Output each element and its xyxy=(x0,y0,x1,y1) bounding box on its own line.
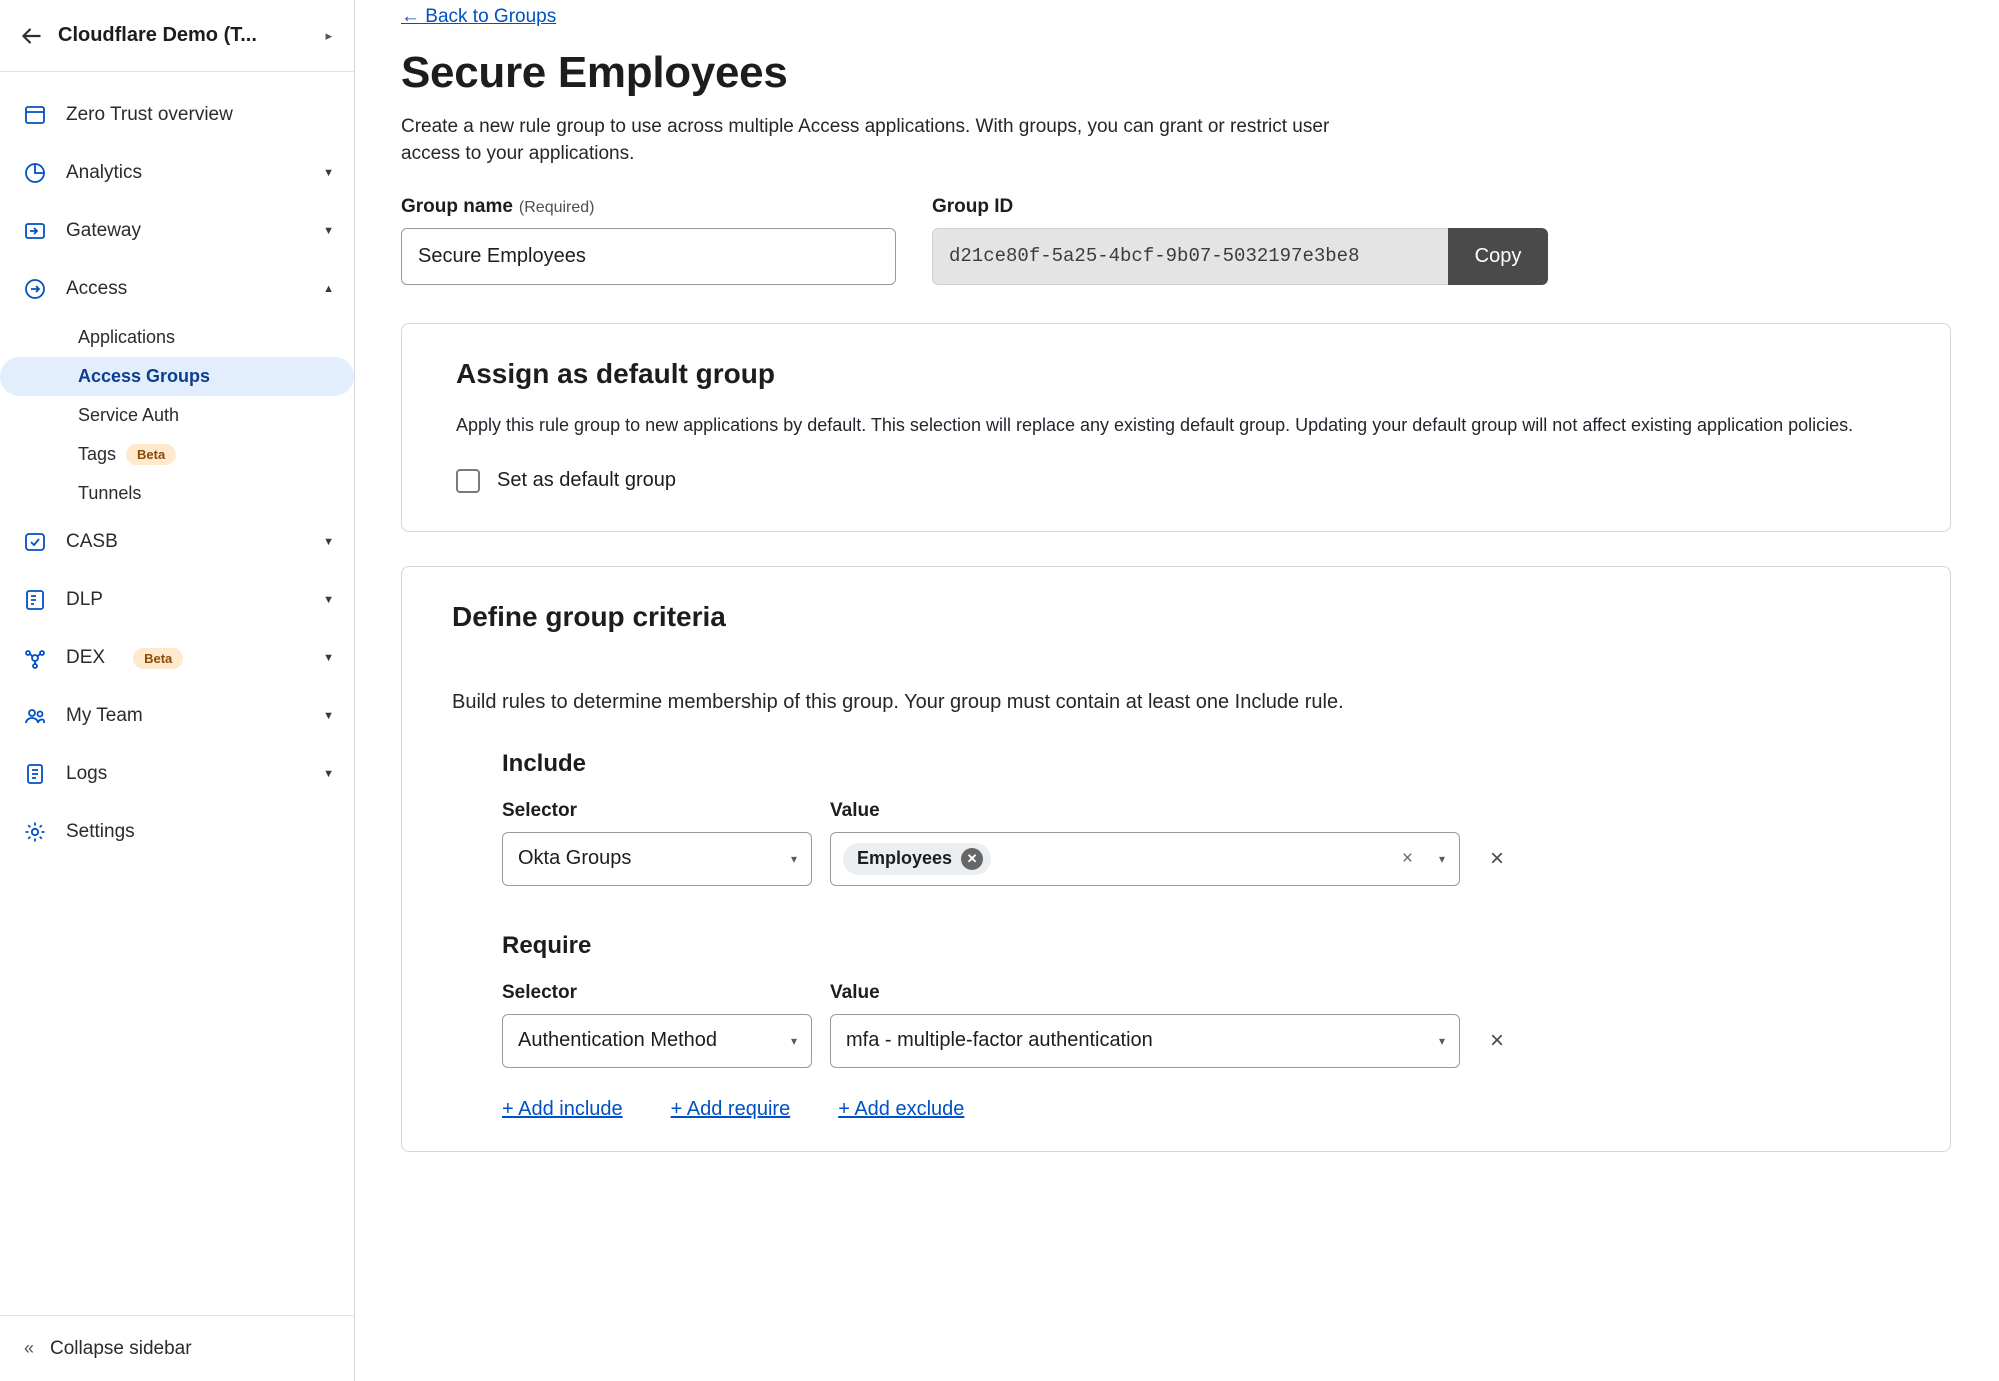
require-selector-value: Authentication Method xyxy=(518,1029,718,1052)
group-id-field-group xyxy=(932,196,1548,285)
chevron-up-icon[interactable]: ▲ xyxy=(323,283,334,295)
sidebar-item-access-groups[interactable] xyxy=(0,357,354,396)
assign-default-group-title: Assign as default group xyxy=(456,357,775,389)
include-section-heading: Include xyxy=(502,749,587,777)
sidebar-item-label: Gateway xyxy=(66,220,141,241)
add-include-link[interactable]: + Add include xyxy=(502,1097,623,1120)
sidebar-item-label: Access xyxy=(66,278,128,299)
group-id-label: Group ID xyxy=(932,195,1014,217)
chip-remove-icon[interactable]: ✕ xyxy=(961,848,983,870)
require-value-text: mfa - multiple-factor authentication xyxy=(846,1029,1153,1052)
sidebar-item-label: DEX xyxy=(66,647,106,668)
beta-badge: Beta xyxy=(133,648,183,669)
define-group-criteria-title: Define group criteria xyxy=(452,600,726,632)
require-selector-dropdown[interactable] xyxy=(502,1014,812,1068)
remove-require-rule-button[interactable]: × xyxy=(1490,1026,1505,1054)
include-selector-dropdown[interactable] xyxy=(502,832,812,886)
sidebar-subitem-label: Access Groups xyxy=(78,366,211,386)
group-id-value: d21ce80f-5a25-4bcf-9b07-5032197e3be8 xyxy=(932,228,1448,285)
sidebar-item-analytics[interactable] xyxy=(0,144,354,202)
back-to-groups-link[interactable]: ← Back to Groups xyxy=(401,6,557,27)
define-group-criteria-description: Build rules to determine membership of this group. Your group must contain at least one Include rule. xyxy=(452,690,1344,713)
chevron-down-icon[interactable]: ▼ xyxy=(323,536,334,548)
sidebar-item-logs[interactable] xyxy=(0,745,354,803)
sidebar-item-label: Analytics xyxy=(66,162,143,183)
copy-group-id-button[interactable]: Copy xyxy=(1448,228,1548,285)
sidebar-item-access[interactable] xyxy=(0,260,354,318)
sidebar-subitem-label: Tags xyxy=(78,444,117,464)
group-name-required-hint: (Required) xyxy=(518,198,595,216)
collapse-sidebar-label: Collapse sidebar xyxy=(50,1337,192,1359)
chevron-down-icon: ▾ xyxy=(1438,851,1445,866)
pie-chart-icon xyxy=(22,160,48,186)
collapse-sidebar-button[interactable] xyxy=(0,1315,354,1381)
set-default-group-label: Set as default group xyxy=(497,469,677,492)
sidebar-subitem-label: Applications xyxy=(78,327,176,347)
window-icon xyxy=(22,102,48,128)
sidebar-subitem-label: Service Auth xyxy=(78,405,180,425)
sidebar-item-label: Zero Trust overview xyxy=(66,104,233,125)
require-selector-col xyxy=(452,982,812,1068)
logs-icon xyxy=(22,761,48,787)
chevron-down-icon: ▾ xyxy=(790,1033,797,1048)
main-content xyxy=(355,0,1999,1381)
sidebar-item-gateway[interactable] xyxy=(0,202,354,260)
sidebar-nav xyxy=(0,72,354,861)
clear-value-icon[interactable]: × xyxy=(1401,847,1413,869)
chevron-double-left-icon: « xyxy=(24,1338,35,1358)
require-rule-row xyxy=(452,982,1900,1068)
include-value-chip[interactable] xyxy=(843,843,991,875)
require-selector-label: Selector xyxy=(502,981,577,1003)
group-id-row xyxy=(932,228,1548,285)
beta-badge: Beta xyxy=(126,444,176,465)
add-exclude-link[interactable]: + Add exclude xyxy=(838,1097,965,1120)
chevron-down-icon[interactable]: ▼ xyxy=(323,710,334,722)
define-group-criteria-card xyxy=(401,566,1951,1152)
assign-default-group-card xyxy=(401,323,1951,532)
include-value-col xyxy=(830,800,1460,886)
group-name-label-text: Group name xyxy=(401,195,513,217)
include-selector-label: Selector xyxy=(502,799,577,821)
chevron-right-icon[interactable]: ▸ xyxy=(325,27,332,43)
gear-icon xyxy=(22,819,48,845)
sidebar-item-applications[interactable] xyxy=(0,318,354,357)
assign-default-group-description: Apply this rule group to new applications by default. This selection will replace any existing default group. Updating your default group will not affect existing application policies. xyxy=(456,414,1854,435)
include-value-chip-label: Employees xyxy=(857,848,953,869)
group-name-input[interactable] xyxy=(401,228,896,285)
sidebar-subitem-label: Tunnels xyxy=(78,483,142,503)
chevron-down-icon[interactable]: ▼ xyxy=(323,225,334,237)
access-icon xyxy=(22,276,48,302)
chevron-down-icon[interactable]: ▼ xyxy=(323,768,334,780)
require-section-heading: Require xyxy=(502,931,592,959)
dex-icon xyxy=(22,645,48,671)
casb-icon xyxy=(22,529,48,555)
sidebar-item-tunnels[interactable] xyxy=(0,474,354,513)
dlp-icon xyxy=(22,587,48,613)
group-name-field-group xyxy=(401,196,896,285)
group-name-label xyxy=(401,196,896,218)
chevron-down-icon: ▾ xyxy=(1438,1033,1445,1048)
add-rule-links xyxy=(452,1098,1900,1121)
sidebar-item-casb[interactable] xyxy=(0,513,354,571)
chevron-down-icon[interactable]: ▼ xyxy=(323,594,334,606)
include-value-label: Value xyxy=(830,799,880,821)
set-default-group-row[interactable] xyxy=(456,469,1896,493)
chevron-down-icon: ▾ xyxy=(790,851,797,866)
sidebar-item-label: My Team xyxy=(66,705,143,726)
require-value-col xyxy=(830,982,1460,1068)
group-identity-row xyxy=(401,196,1951,285)
set-default-group-checkbox[interactable] xyxy=(456,469,480,493)
sidebar-item-my-team[interactable] xyxy=(0,687,354,745)
page-description: Create a new rule group to use across multiple Access applications. With groups, you can grant or restrict user access to your applications. xyxy=(401,116,1330,164)
sidebar-item-label: Logs xyxy=(66,763,108,784)
gateway-icon xyxy=(22,218,48,244)
sidebar-item-dex[interactable] xyxy=(0,629,354,687)
add-require-link[interactable]: + Add require xyxy=(670,1097,791,1120)
sidebar-header xyxy=(0,0,354,72)
sidebar-item-zero-trust-overview[interactable] xyxy=(0,86,354,144)
include-value-dropdown[interactable] xyxy=(830,832,1460,886)
back-arrow-icon[interactable] xyxy=(18,23,44,49)
sidebar-item-dlp[interactable] xyxy=(0,571,354,629)
team-icon xyxy=(22,703,48,729)
sidebar-item-tags[interactable] xyxy=(0,435,354,474)
require-value-dropdown[interactable] xyxy=(830,1014,1460,1068)
require-value-label: Value xyxy=(830,981,880,1003)
chevron-down-icon[interactable]: ▼ xyxy=(323,652,334,664)
include-selector-col xyxy=(452,800,812,886)
include-rule-row xyxy=(452,800,1900,886)
chevron-down-icon[interactable]: ▼ xyxy=(323,167,334,179)
sidebar-item-label: DLP xyxy=(66,589,103,610)
sidebar-item-label: Settings xyxy=(66,821,135,842)
account-name: Cloudflare Demo (T... xyxy=(58,24,257,46)
sidebar-item-service-auth[interactable] xyxy=(0,396,354,435)
remove-include-rule-button[interactable]: × xyxy=(1490,844,1505,872)
sidebar xyxy=(0,0,355,1381)
sidebar-item-settings[interactable] xyxy=(0,803,354,861)
sidebar-item-label: CASB xyxy=(66,531,118,552)
include-selector-value: Okta Groups xyxy=(518,847,632,870)
page-title: Secure Employees xyxy=(401,48,788,97)
